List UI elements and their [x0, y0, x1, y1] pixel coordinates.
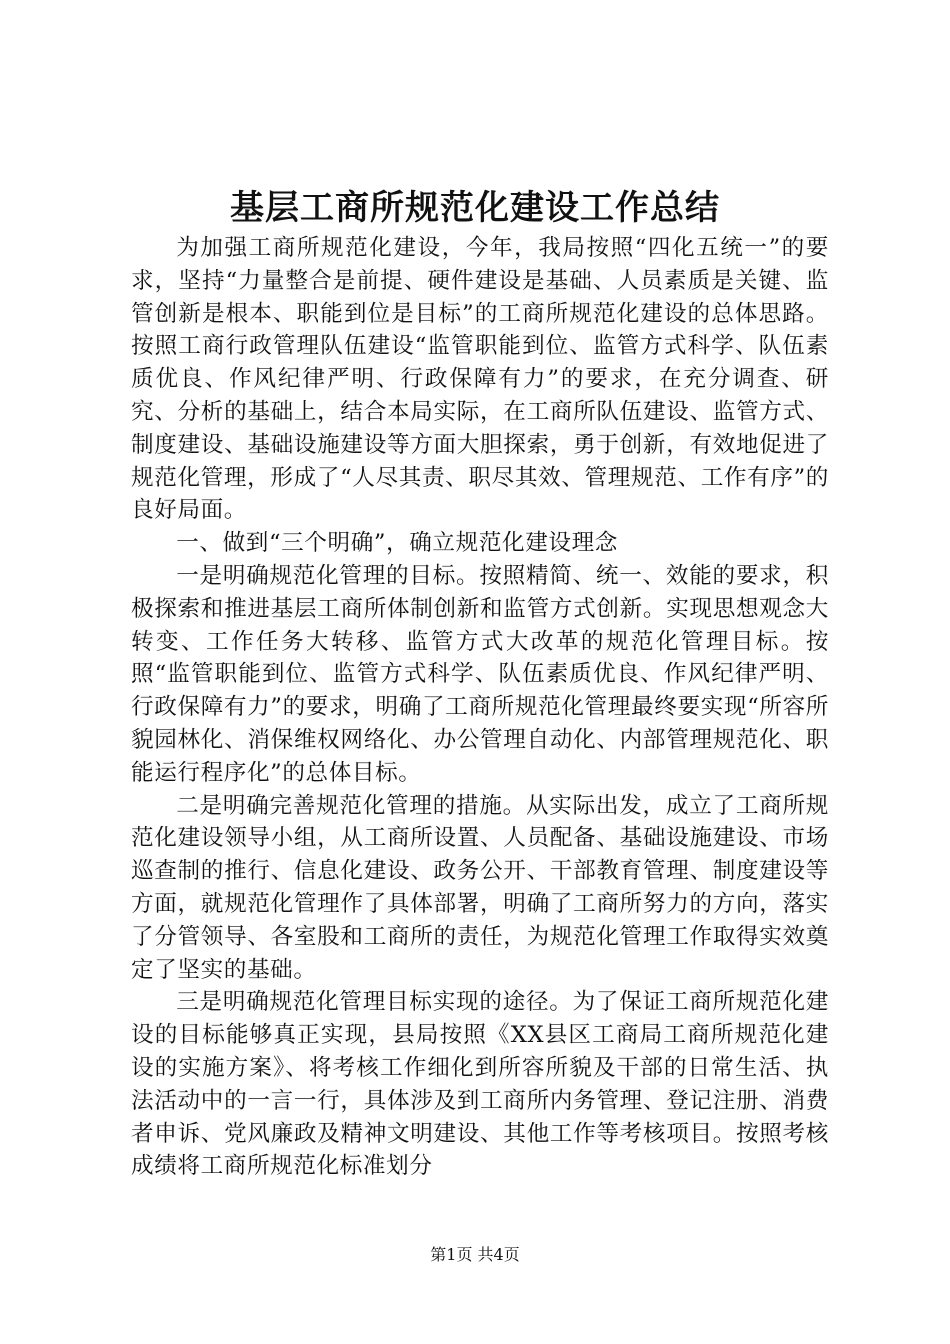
- document-body: [131, 232, 829, 1183]
- paragraph-goal: 一是明确规范化管理的目标。按照精简、统一、效能的要求，积极探索和推进基层工商所体制创新和监管方式创新。实现思想观念大转变、工作任务大转移、监管方式大改革的规范化管理目标。按照“监管职能到位、监管方式科学、队伍素质优良、作风纪律严明、行政保障有力”的要求，明确了工商所规范化管理最终要实现“所容所貌园林化、消保维权网络化、办公管理自动化、内部管理规范化、职能运行程序化”的总体目标。: [131, 562, 829, 786]
- intro-paragraph: 为加强工商所规范化建设，今年，我局按照“四化五统一”的要求，坚持“力量整合是前提、硬件建设是基础、人员素质是关键、监管创新是根本、职能到位是目标”的工商所规范化建设的总体思路。按照工商行政管理队伍建设“监管职能到位、监管方式科学、队伍素质优良、作风纪律严明、行政保障有力”的要求，在充分调查、研究、分析的基础上，结合本局实际，在工商所队伍建设、监管方式、制度建设、基础设施建设等方面大胆探索，勇于创新，有效地促进了规范化管理，形成了“人尽其责、职尽其效、管理规范、工作有序”的良好局面。: [131, 235, 829, 524]
- paragraph-measures: 二是明确完善规范化管理的措施。从实际出发，成立了工商所规范化建设领导小组，从工商所设置、人员配备、基础设施建设、市场巡查制的推行、信息化建设、政务公开、干部教育管理、制度建设等方面，就规范化管理作了具体部署，明确了工商所努力的方向，落实了分管领导、各室股和工商所的责任，为规范化管理工作取得实效奠定了坚实的基础。: [131, 792, 829, 983]
- page-number-footer: 第1页 共4页: [430, 1245, 520, 1264]
- section-heading: 一、做到“三个明确”，确立规范化建设理念: [176, 530, 618, 557]
- document-title: 基层工商所规范化建设工作总结: [230, 188, 720, 228]
- paragraph-approach: 三是明确规范化管理目标实现的途径。为了保证工商所规范化建设的目标能够真正实现，县局按照《XX县区工商局工商所规范化建设的实施方案》、将考核工作细化到所容所貌及干部的日常生活、执法活动中的一言一行，具体涉及到工商所内务管理、登记注册、消费者申诉、党风廉政及精神文明建设、其他工作等考核项目。按照考核成绩将工商所规范化标准划分: [131, 989, 829, 1180]
